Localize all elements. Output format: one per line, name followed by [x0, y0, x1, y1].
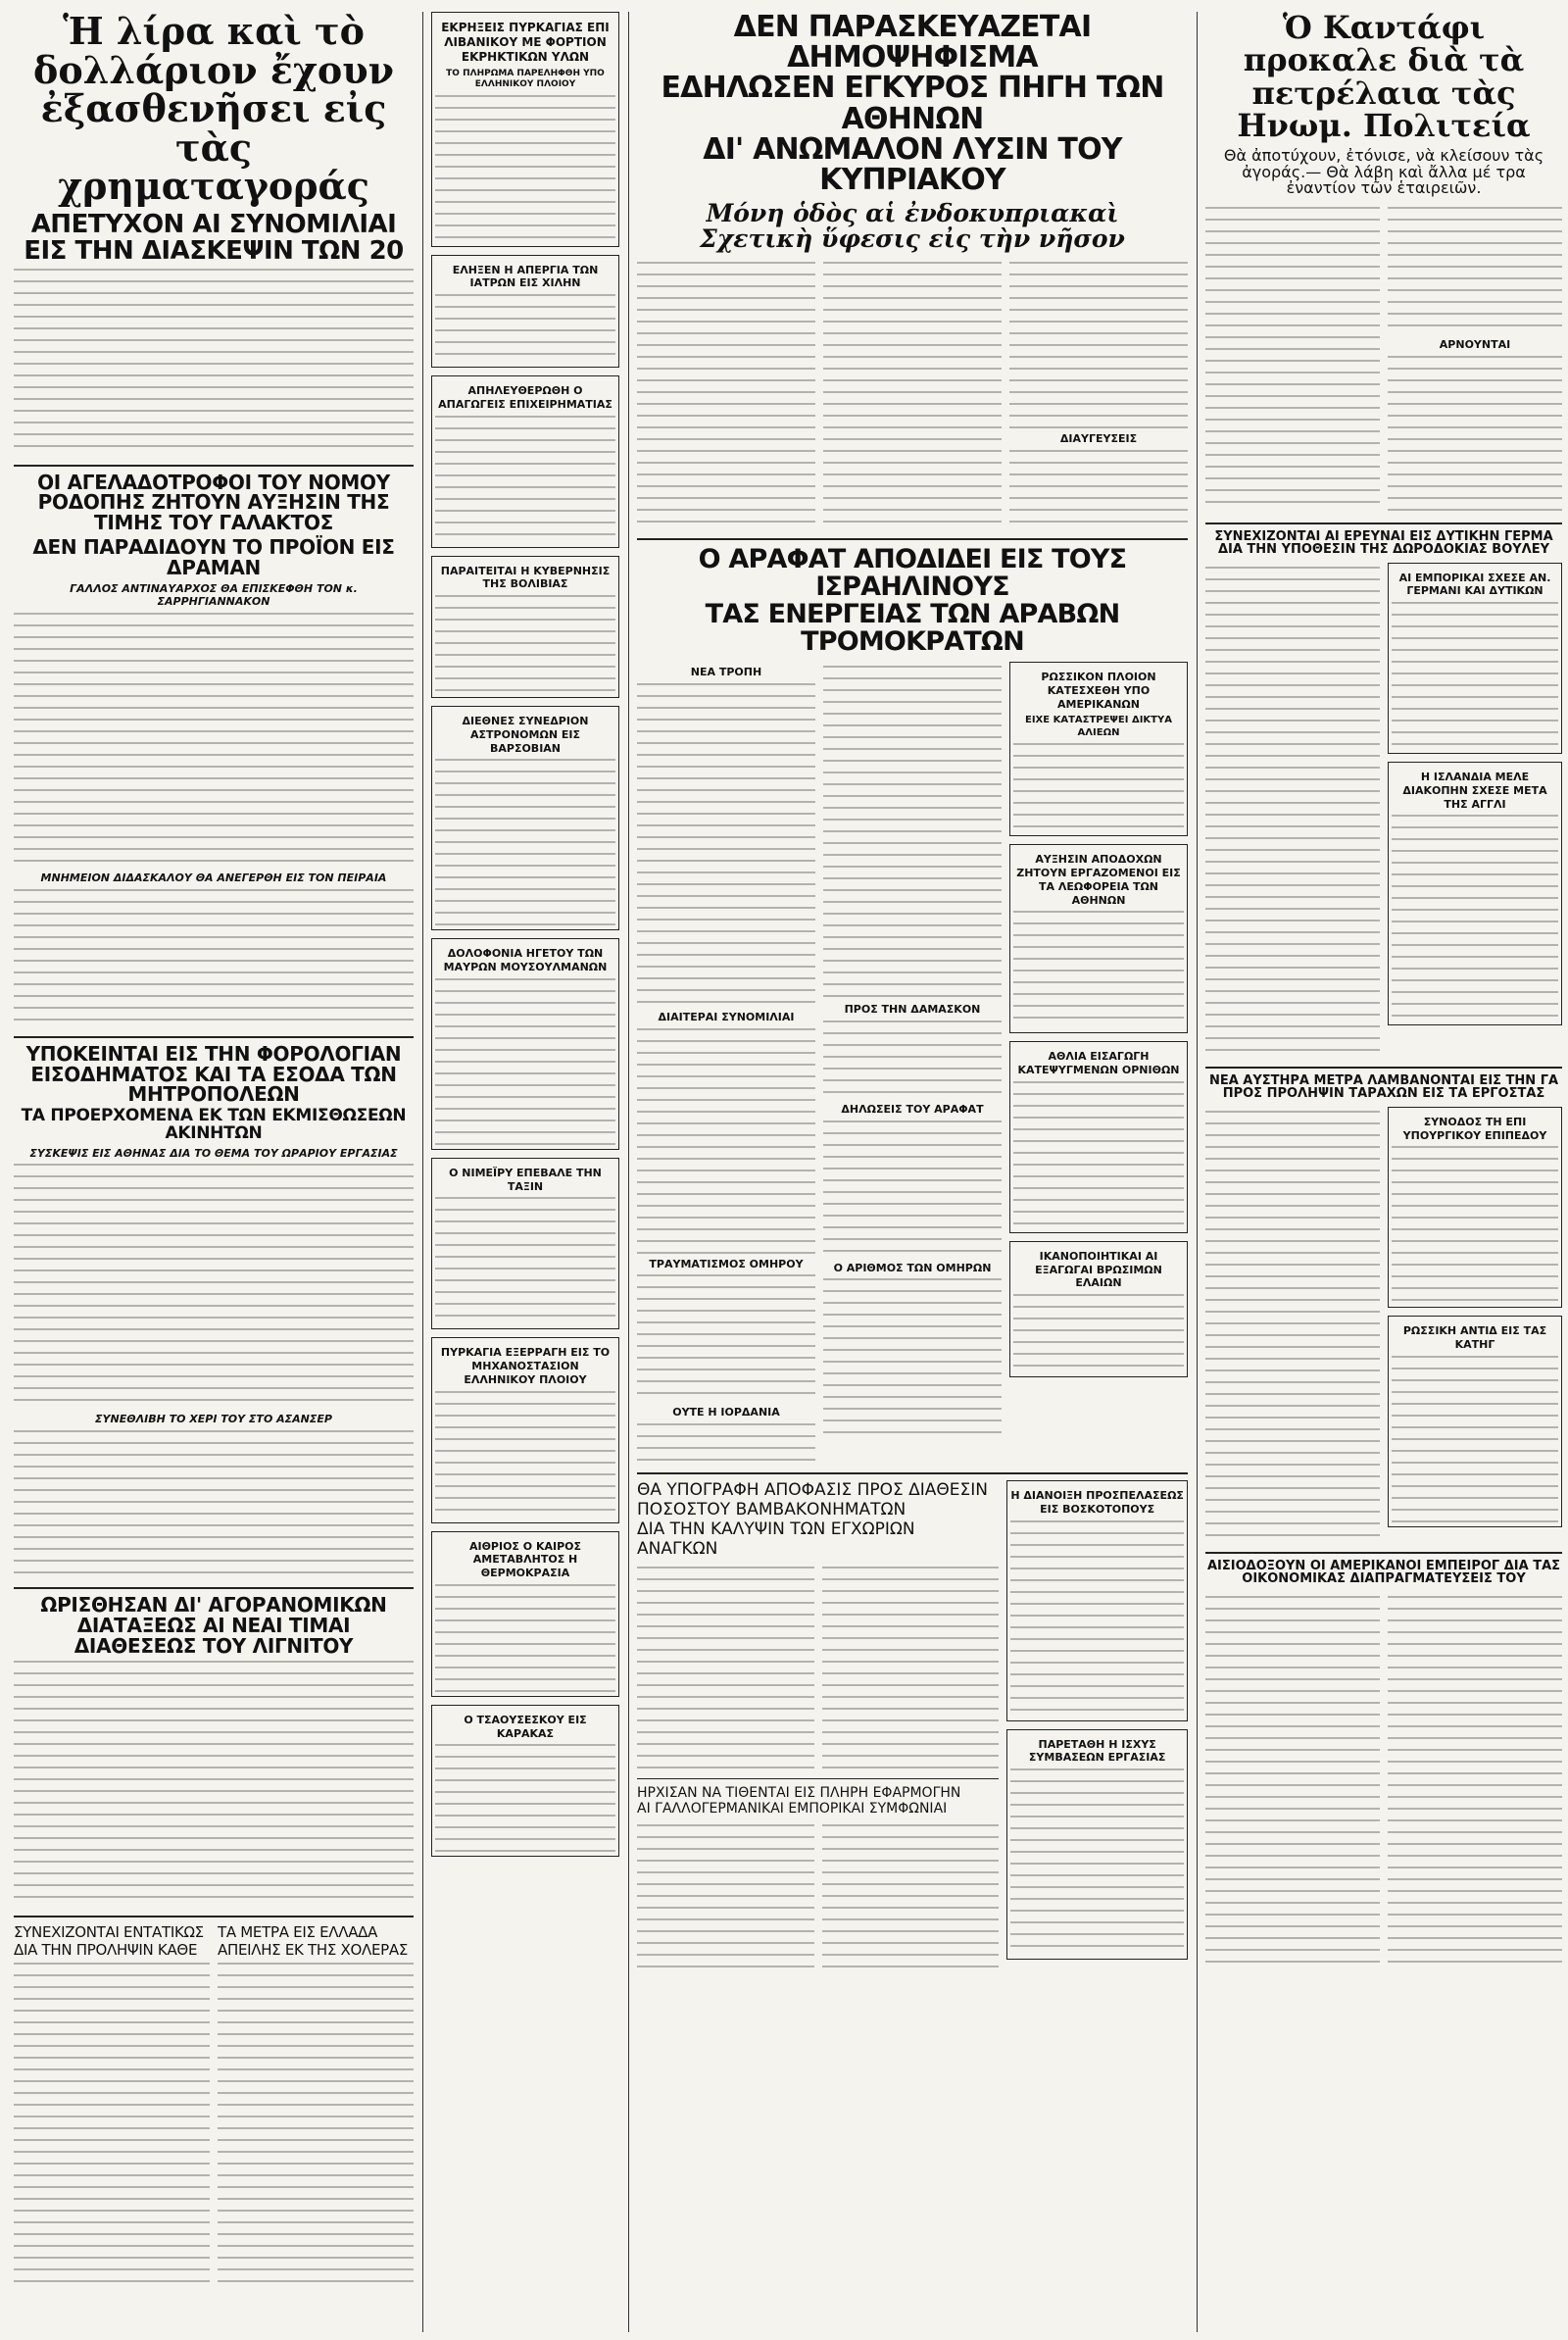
caption-french-admiral: ΓΑΛΛΟΣ ΑΝΤΙΝΑΥΑΡΧΟΣ ΘΑ ΕΠΙΣΚΕΦΘΗ ΤΟΝ κ. ΣΑΡΡΗΓΙΑΝΝΑΚΟΝ: [70, 581, 358, 609]
brief-body: [1010, 1520, 1184, 1717]
caption-elevator: ΣΥΝΕΘΛΙΒΗ ΤΟ ΧΕΡΙ ΤΟΥ ΣΤΟ ΑΣΑΝΣΕΡ: [95, 1413, 332, 1426]
lower-row: [637, 1480, 1188, 1971]
caption-work-hours: ΣΥΣΚΕΨΙΣ ΕΙΣ ΑΘΗΝΑΣ ΔΙΑ ΤΟ ΘΕΜΑ ΤΟΥ ΩΡΑΡΙΟΥ ΕΡΓΑΣΙΑΣ: [29, 1146, 398, 1160]
banner-body-columns: [637, 258, 1188, 528]
brief-body: [1013, 1294, 1184, 1372]
banner-subheadline-1: Μόνη ὁδὸς αἱ ἐνδοκυπριακαὶ: [706, 199, 1119, 228]
brief-headline: ΑΘΛΙΑ ΕΙΣΑΓΩΓΗ ΚΑΤΕΨΥΓΜΕΝΩΝ ΟΡΝΙΘΩΝ: [1017, 1050, 1180, 1077]
article-currency: [14, 12, 414, 455]
article-body: [14, 1661, 414, 1906]
article-body: [14, 1430, 414, 1577]
article-france-factories: [1205, 1074, 1562, 1542]
headline-gaddafi: Ὁ Καντάφι προκαλε διὰ τὰ πετρέλαια τὰς Ηνωμ. Πολιτεία: [1237, 12, 1531, 144]
article-body: [14, 613, 414, 868]
brief-body: [435, 294, 615, 363]
brief-subheadline: ΤΟ ΠΛΗΡΩΜΑ ΠΑΡΕΛΗΦΘΗ ΥΠΟ ΕΛΛΗΝΙΚΟΥ ΠΛΟΙΟΥ: [446, 69, 605, 90]
caption-deny: ΑΡΝΟΥΝΤΑΙ: [1439, 337, 1511, 351]
brief-body: [435, 1584, 615, 1692]
brief-headline: ΑΙΘΡΙΟΣ Ο ΚΑΙΡΟΣ ΑΜΕΤΑΒΛΗΤΟΣ Η ΘΕΡΜΟΚΡΑΣΙΑ: [468, 1539, 582, 1579]
headline-cholera-1: ΣΥΝΕΧΙΖΟΝΤΑΙ ΕΝΤΑΤΙΚΩΣ ΔΙΑ ΤΗΝ ΠΡΟΛΗΨΙΝ ΚΑΘΕ: [14, 1922, 204, 1959]
article-lignite-prices: [14, 1595, 414, 1905]
headline-rodopi: ΟΙ ΑΓΕΛΑΔΟΤΡΟΦΟΙ ΤΟΥ ΝΟΜΟΥ ΡΟΔΟΠΗΣ ΖΗΤΟΥΝ ΑΥΞΗΣΙΝ ΤΗΣ ΤΙΜΗΣ ΤΟΥ ΓΑΛΑΚΤΟΣ: [37, 470, 390, 535]
cholera-row: [14, 1923, 414, 2286]
article-body: [637, 262, 815, 526]
article-metropolis-tax: [14, 1041, 414, 1577]
brief-body: [1392, 1146, 1558, 1303]
subheadline-gaddafi: Θὰ ἀποτύχουν, ἐτόνισε, νὰ κλείσουν τὰς ἀγοράς.— Θὰ λάβη καὶ ἄλλα μέ τρα ἐναντίον τῶν ἑταιρειῶν.: [1223, 146, 1544, 198]
brief-headline: Η ΙΣΛΑΝΔΙΑ ΜΕΛΕ ΔΙΑΚΟΠΗΝ ΣΧΕΣΕ ΜΕΤΑ ΤΗΣ ΑΓΓΛΙ: [1402, 771, 1547, 811]
divider: [637, 1778, 999, 1779]
brief-headline: ΕΚΡΗΞΕΙΣ ΠΥΡΚΑΓΙΑΣ ΕΠΙ ΛΙΒΑΝΙΚΟΥ ΜΕ ΦΟΡΤΙΟΝ ΕΚΡΗΚΤΙΚΩΝ ΥΛΩΝ: [441, 21, 610, 64]
caption-damascus: ΠΡΟΣ ΤΗΝ ΔΑΜΑΣΚΟΝ: [844, 1003, 981, 1017]
brief-headline: ΡΩΣΣΙΚΗ ΑΝΤΙΔ ΕΙΣ ΤΑΣ ΚΑΤΗΓ: [1402, 1324, 1547, 1351]
brief-headline: ΑΥΞΗΣΙΝ ΑΠΟΔΟΧΩΝ ΖΗΤΟΥΝ ΕΡΓΑΖΟΜΕΝΟΙ ΕΙΣ ΤΑ ΛΕΩΦΟΡΕΙΑ ΤΩΝ ΑΘΗΝΩΝ: [1016, 853, 1181, 907]
headline-cotton-3: ΔΙΑ ΤΗΝ ΚΑΛΥΨΙΝ ΤΩΝ ΕΓΧΩΡΙΩΝ ΑΝΑΓΚΩΝ: [637, 1519, 915, 1560]
brief-headline: ΑΙ ΕΜΠΟΡΙΚΑΙ ΣΧΕΣΕ ΑΝ. ΓΕΡΜΑΝΙ ΚΑΙ ΔΥΤΙΚΩΝ: [1398, 571, 1551, 598]
brief-body: [435, 595, 615, 693]
divider: [14, 465, 414, 467]
article-arafat: [637, 543, 1188, 1463]
banner-line-2: ΕΔΗΛΩΣΕΝ ΕΓΚΥΡΟΣ ΠΗΓΗ ΤΩΝ ΑΘΗΝΩΝ: [661, 71, 1164, 136]
column-rule: [628, 12, 629, 2332]
headline-cotton-1: ΘΑ ΥΠΟΓΡΑΦΗ ΑΠΟΦΑΣΙΣ ΠΡΟΣ ΔΙΑΘΕΣΙΝ: [637, 1480, 989, 1501]
divider: [14, 1036, 414, 1038]
arafat-column-3: [1009, 662, 1188, 1463]
brief-nimeiry: [431, 1158, 619, 1330]
headline-metropolis-tax: ΥΠΟΚΕΙΝΤΑΙ ΕΙΣ ΤΗΝ ΦΟΡΟΛΟΓΙΑΝ ΕΙΣΟΔΗΜΑΤΟΣ ΚΑΙ ΤΑ ΕΣΟΔΑ ΤΩΝ ΜΗΤΡΟΠΟΛΕΩΝ: [25, 1041, 402, 1107]
column-rule: [1197, 12, 1198, 2332]
article-cyprus-banner: [637, 12, 1188, 528]
article-body: [14, 1164, 414, 1409]
cotton-body-columns: [637, 1563, 999, 1772]
trade-body-columns: [637, 1820, 999, 1971]
brief-body: [1392, 1356, 1558, 1522]
gaddafi-column-2: [1388, 203, 1562, 513]
divider: [637, 1472, 1188, 1474]
article-body: [1388, 356, 1562, 513]
article-body: [1205, 567, 1380, 1057]
brief-iceland-britain: [1388, 762, 1562, 1025]
article-gaddafi: [1205, 12, 1562, 513]
column-1: [8, 12, 419, 2332]
headline-us-negotiations: ΑΙΣΙΟΔΟΞΟΥΝ ΟΙ ΑΜΕΡΙΚΑΝΟΙ ΕΜΠΕΙΡΟΓ ΔΙΑ ΤΑΣ ΟΙΚΟΝΟΜΙΚΑΣ ΔΙΑΠΡΑΓΜΑΤΕΥΣΕΙΣ ΤΟΥ: [1206, 1558, 1561, 1587]
brief-body: [435, 95, 615, 242]
brief-ministerial-meeting: [1388, 1107, 1562, 1309]
caption-clarifications: ΔΙΑΥΓΕΥΣΕΙΣ: [1059, 432, 1138, 446]
article-cholera-measures: [218, 1923, 414, 2286]
brief-bolivia-government: [431, 556, 619, 699]
banner-subheadline-2: Σχετικὴ ὕφεσις εἰς τὴν νῆσον: [700, 224, 1125, 254]
brief-chile-doctors: [431, 255, 619, 369]
brief-east-west-germany: [1388, 563, 1562, 755]
article-body: [1205, 1596, 1380, 1968]
article-body: [14, 889, 414, 1026]
article-body: [1205, 1111, 1380, 1542]
lower-briefs: [1006, 1480, 1188, 1971]
gaddafi-body-columns: [1205, 203, 1562, 513]
article-body: [823, 262, 1002, 526]
headline-lignite: ΩΡΙΣΘΗΣΑΝ ΔΙ' ΑΓΟΡΑΝΟΜΙΚΩΝ ΔΙΑΤΑΞΕΩΣ ΑΙ ΝΕΑΙ ΤΙΜΑΙ ΔΙΑΘΕΣΕΩΣ ΤΟΥ ΛΙΓΝΙΤΟΥ: [40, 1593, 387, 1658]
caption-hostage-count: Ο ΑΡΙΘΜΟΣ ΤΩΝ ΟΜΗΡΩΝ: [833, 1261, 992, 1274]
subheadline-currency: ΑΠΕΤΥΧΟΝ ΑΙ ΣΥΝΟΜΙΛΙΑΙ ΕΙΣ ΤΗΝ ΔΙΑΣΚΕΨΙΝ ΤΩΝ 20: [24, 209, 404, 266]
headline-cotton-2: ΠΟΣΟΣΤΟΥ ΒΑΜΒΑΚΟΝΗΜΑΤΩΝ: [637, 1500, 906, 1520]
brief-body: [1392, 602, 1558, 749]
bribery-body-columns: [1205, 563, 1562, 1057]
article-cholera-prevention: [14, 1923, 210, 2286]
brief-black-muslims-leader: [431, 938, 619, 1150]
brief-body: [1010, 1768, 1184, 1955]
article-body: [14, 269, 414, 455]
banner-line-3: ΔΙ' ΑΝΩΜΑΛΟΝ ΛΥΣΙΝ ΤΟΥ ΚΥΠΡΙΑΚΟΥ: [703, 131, 1122, 197]
caption-jordan: ΟΥΤΕ Η ΙΟΡΔΑΝΙΑ: [672, 1406, 780, 1419]
brief-russian-ship: [1009, 662, 1188, 836]
brief-lebanese-ship: [431, 12, 619, 247]
us-body-columns: [1205, 1592, 1562, 1968]
brief-body: [435, 416, 615, 543]
column-4: [1200, 12, 1568, 2332]
france-body-columns: [1205, 1107, 1562, 1542]
article-body: [822, 1567, 1000, 1772]
brief-headline: ΑΠΗΛΕΥΘΕΡΩΘΗ Ο ΑΠΑΓΩΓΕΙΣ ΕΠΙΧΕΙΡΗΜΑΤΙΑΣ: [438, 384, 612, 411]
divider: [14, 1916, 414, 1917]
article-body: [637, 1028, 815, 1254]
headline-franco-german-2: ΑΙ ΓΑΛΛΟΓΕΡΜΑΝΙΚΑΙ ΕΜΠΟΡΙΚΑΙ ΣΥΜΦΩΝΙΑΙ: [637, 1801, 948, 1817]
article-body: [822, 1824, 1000, 1971]
brief-subheadline: ΕΙΧΕ ΚΑΤΑΣΤΡΕΨΕΙ ΔΙΚΤΥΑ ΑΛΙΕΩΝ: [1025, 715, 1172, 738]
brief-body: [435, 978, 615, 1145]
brief-headline: ΔΟΛΟΦΟΝΙΑ ΗΓΕΤΟΥ ΤΩΝ ΜΑΥΡΩΝ ΜΟΥΣΟΥΛΜΑΝΩΝ: [443, 947, 608, 973]
headline-arafat-1: Ο ΑΡΑΦΑΤ ΑΠΟΔΙΔΕΙ ΕΙΣ ΤΟΥΣ ΙΣΡΑΗΛΙΝΟΥΣ: [698, 543, 1127, 602]
arafat-body-columns: [637, 662, 1188, 1463]
article-body: [218, 1963, 414, 2286]
brief-body: [435, 1197, 615, 1324]
brief-headline: Η ΔΙΑΝΟΙΞΗ ΠΡΟΣΠΕΛΑΣΕΩΣ ΕΙΣ ΒΟΣΚΟΤΟΠΟΥΣ: [1010, 1489, 1184, 1516]
article-body: [823, 666, 1002, 999]
brief-headline: Ο ΤΣΑΟΥΣΕΣΚΟΥ ΕΙΣ ΚΑΡΑΚΑΣ: [464, 1713, 587, 1740]
article-rodopi-milk: [14, 470, 414, 1026]
article-bribery-germany: [1205, 530, 1562, 1057]
headline-cholera-2: ΤΑ ΜΕΤΡΑ ΕΙΣ ΕΛΛΑΔΑ ΑΠΕΙΛΗΣ ΕΚ ΤΗΣ ΧΟΛΕΡΑΣ: [218, 1922, 409, 1959]
arafat-column-2: [823, 662, 1002, 1463]
article-body: [14, 1963, 210, 2286]
subheadline-rodopi: ΔΕΝ ΠΑΡΑΔΙΔΟΥΝ ΤΟ ΠΡΟΪΟΝ ΕΙΣ ΔΡΑΜΑΝ: [32, 535, 395, 579]
article-body: [1205, 207, 1380, 511]
brief-headline: ΕΛΗΞΕΝ Η ΑΠΕΡΓΙΑ ΤΩΝ ΙΑΤΡΩΝ ΕΙΣ ΧΙΛΗΝ: [452, 263, 599, 290]
article-cotton: [637, 1480, 999, 1971]
article-body: [637, 1567, 814, 1772]
divider: [1205, 1067, 1562, 1069]
brief-labor-contracts: [1006, 1729, 1188, 1961]
column-3: [631, 12, 1194, 2332]
article-body: [823, 1021, 1002, 1099]
article-body: [637, 683, 815, 1007]
article-body: [1009, 450, 1188, 528]
article-body: [823, 1120, 1002, 1258]
article-body-column: [1009, 258, 1188, 528]
divider: [14, 1587, 414, 1589]
brief-headline: ΠΑΡΑΙΤΕΙΤΑΙ Η ΚΥΒΕΡΝΗΣΙΣ ΤΗΣ ΒΟΛΙΒΙΑΣ: [440, 564, 611, 591]
article-body: [1388, 1596, 1562, 1968]
caption-teacher-monument: ΜΝΗΜΕΙΟΝ ΔΙΔΑΣΚΑΛΟΥ ΘΑ ΑΝΕΓΕΡΘΗ ΕΙΣ ΤΟΝ ΠΕΙΡΑΙΑ: [40, 871, 387, 885]
caption-arafat-statements: ΔΗΛΩΣΕΙΣ ΤΟΥ ΑΡΑΦΑΤ: [841, 1102, 984, 1116]
brief-body: [435, 1391, 615, 1519]
brief-bus-workers: [1009, 844, 1188, 1033]
brief-ceausescu-caracas: [431, 1705, 619, 1858]
article-body: [823, 1278, 1002, 1435]
brief-russian-reaction: [1388, 1316, 1562, 1527]
brief-body: [435, 1744, 615, 1852]
headline-france-factories: ΝΕΑ ΑΥΣΤΗΡΑ ΜΕΤΡΑ ΛΑΜΒΑΝΟΝΤΑΙ ΕΙΣ ΤΗΝ ΓΑ ΠΡΟΣ ΠΡΟΛΗΨΙΝ ΤΑΡΑΧΩΝ ΕΙΣ ΤΑ ΕΡΓΟΣΤΑΣ: [1208, 1072, 1559, 1102]
brief-body: [1392, 815, 1558, 1021]
column-rule: [422, 12, 423, 2332]
brief-headline: ΙΚΑΝΟΠΟΙΗΤΙΚΑΙ ΑΙ ΕΞΑΓΩΓΑΙ ΒΡΩΣΙΜΩΝ ΕΛΑΙΩΝ: [1035, 1249, 1162, 1290]
subheadline-metropolis-tax: ΤΑ ΠΡΟΕΡΧΟΜΕΝΑ ΕΚ ΤΩΝ ΕΚΜΙΣΘΩΣΕΩΝ ΑΚΙΝΗΤΩΝ: [21, 1106, 407, 1143]
brief-weather: [431, 1531, 619, 1697]
headline-franco-german-1: ΗΡΧΙΣΑΝ ΝΑ ΤΙΘΕΝΤΑΙ ΕΙΣ ΠΛΗΡΗ ΕΦΑΡΜΟΓΗΝ: [637, 1785, 961, 1802]
brief-headline: ΠΥΡΚΑΓΙΑ ΕΞΕΡΡΑΓΗ ΕΙΣ ΤΟ ΜΗΧΑΝΟΣΤΑΣΙΟΝ ΕΛΛΗΝΙΚΟΥ ΠΛΟΙΟΥ: [440, 1346, 611, 1386]
article-body: [637, 1824, 814, 1971]
article-body: [637, 1423, 815, 1463]
caption-new-turn: ΝΕΑ ΤΡΟΠΗ: [690, 666, 762, 679]
brief-headline: Ο ΝΙΜΕΪΡΥ ΕΠΕΒΑΛΕ ΤΗΝ ΤΑΞΙΝ: [449, 1166, 602, 1193]
brief-body: [435, 759, 615, 925]
divider: [1205, 1552, 1562, 1554]
column-2: [425, 12, 625, 2332]
divider: [1205, 523, 1562, 524]
headline-bribery: ΣΥΝΕΧΙΖΟΝΤΑΙ ΑΙ ΕΡΕΥΝΑΙ ΕΙΣ ΔΥΤΙΚΗΝ ΓΕΡΜΑ ΔΙΑ ΤΗΝ ΥΠΟΘΕΣΙΝ ΤΗΣ ΔΩΡΟΔΟΚΙΑΣ ΒΟΥΛΕΥ: [1214, 528, 1553, 558]
brief-pasture-access: [1006, 1480, 1188, 1721]
article-us-negotiations: [1205, 1560, 1562, 1968]
brief-kidnapped-businessman: [431, 375, 619, 548]
brief-astronomers-warsaw: [431, 706, 619, 930]
article-body: [637, 1274, 815, 1402]
brief-body: [1013, 911, 1184, 1028]
divider: [637, 538, 1188, 540]
brief-headline: ΣΥΝΟΔΟΣ ΤΗ ΕΠΙ ΥΠΟΥΡΓΙΚΟΥ ΕΠΙΠΕΔΟΥ: [1402, 1115, 1547, 1142]
france-column-2: [1388, 1107, 1562, 1542]
brief-frozen-chickens: [1009, 1041, 1188, 1233]
brief-headline: ΡΩΣΣΙΚΟΝ ΠΛΟΙΟΝ ΚΑΤΕΣΧΕΘΗ ΥΠΟ ΑΜΕΡΙΚΑΝΩΝ: [1041, 671, 1156, 711]
brief-body: [1013, 1081, 1184, 1228]
brief-headline: ΠΑΡΕΤΑΘΗ Η ΙΣΧΥΣ ΣΥΜΒΑΣΕΩΝ ΕΡΓΑΣΙΑΣ: [1028, 1737, 1166, 1765]
article-body: [1009, 262, 1188, 428]
headline-arafat-2: ΤΑΣ ΕΝΕΡΓΕΙΑΣ ΤΩΝ ΑΡΑΒΩΝ ΤΡΟΜΟΚΡΑΤΩΝ: [705, 599, 1120, 658]
caption-separate-talks: ΔΙΑΙΤΕΡΑΙ ΣΥΝΟΜΙΛΙΑΙ: [658, 1010, 795, 1023]
brief-table-olives: [1009, 1241, 1188, 1377]
brief-body: [1013, 743, 1184, 831]
brief-engine-room-fire: [431, 1337, 619, 1522]
headline-currency: Ἡ λίρα καὶ τὸ δολλάριον ἔχουν ἐξασθενῆσει εἰς τὰς χρηματαγοράς: [33, 12, 394, 209]
arafat-column-1: [637, 662, 815, 1463]
bribery-column-2: [1388, 563, 1562, 1057]
article-body: [1388, 207, 1562, 334]
banner-line-1: ΔΕΝ ΠΑΡΑΣΚΕΥΑΖΕΤΑΙ ΔΗΜΟΨΗΦΙΣΜΑ: [733, 12, 1092, 75]
caption-hostage-wounded: ΤΡΑΥΜΑΤΙΣΜΟΣ ΟΜΗΡΟΥ: [649, 1257, 804, 1270]
brief-headline: ΔΙΕΘΝΕΣ ΣΥΝΕΔΡΙΟΝ ΑΣΤΡΟΝΟΜΩΝ ΕΙΣ ΒΑΡΣΟΒΙΑΝ: [462, 715, 589, 755]
